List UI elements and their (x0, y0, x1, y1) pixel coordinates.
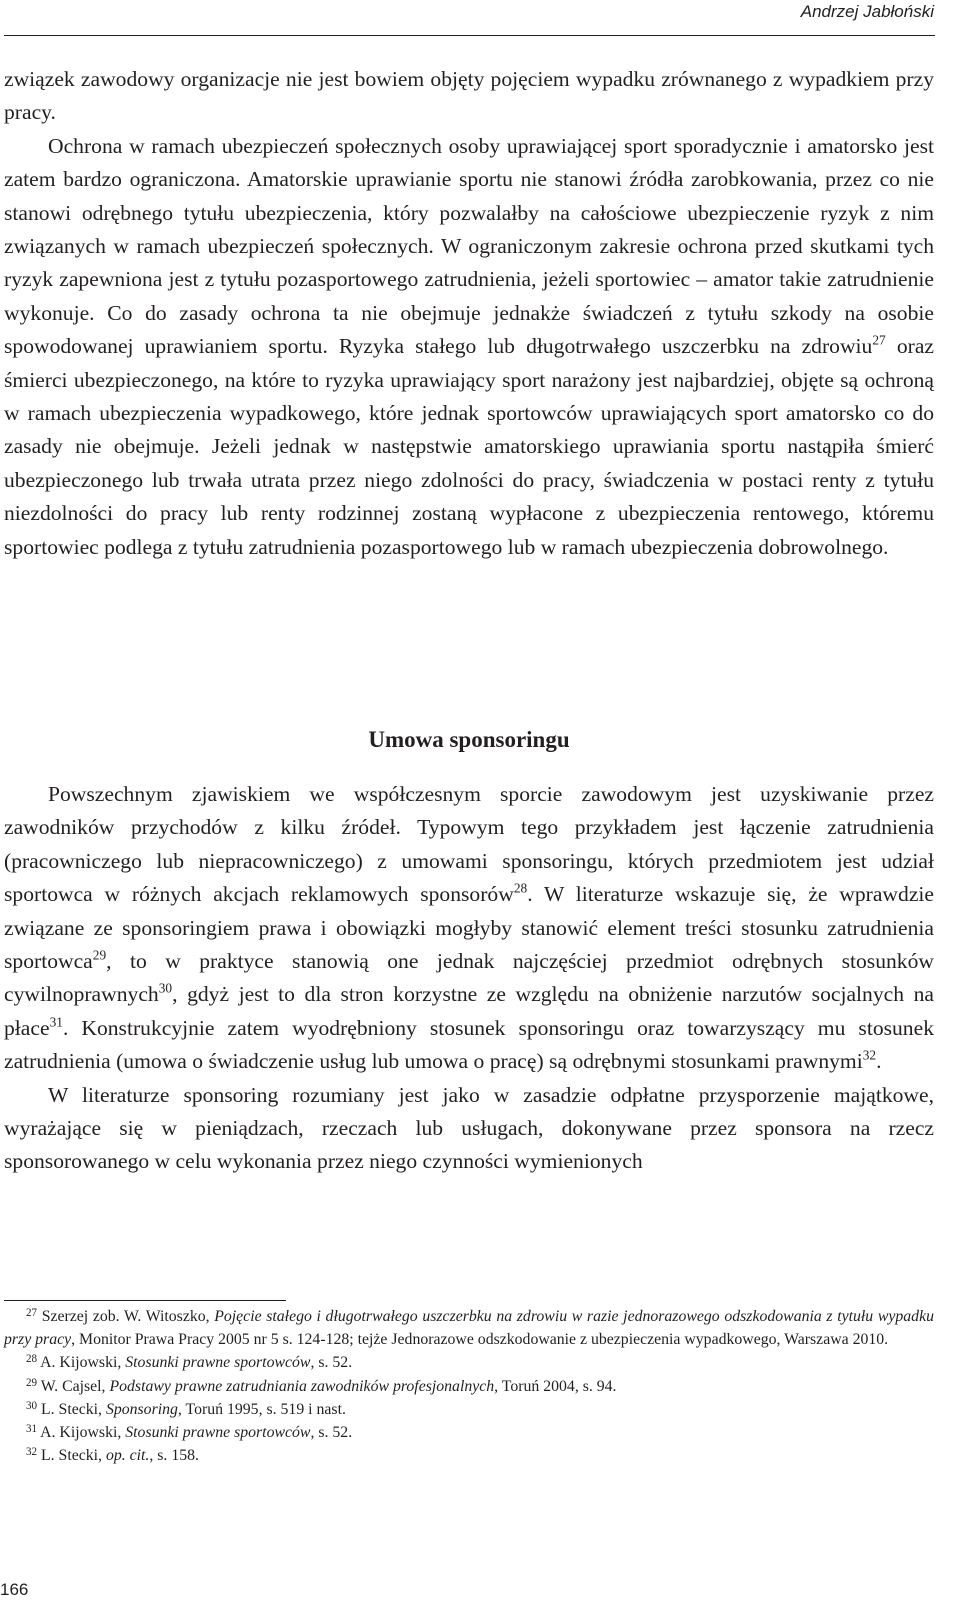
footnote-text: , s. 52. (310, 1354, 353, 1372)
section-heading: Umowa sponsoringu (368, 727, 570, 752)
running-head-author: Andrzej Jabłoński (800, 2, 934, 21)
footnote-number: 32 (26, 1446, 38, 1459)
footnote-text: A. Kijowski, (40, 1424, 126, 1442)
paragraph-sponsorship-definition: W literaturze sponsoring rozumiany jest jako w zasadzie odpłatne przysporzenie majątkowe, wyrażające się w pieniądzach, rzeczach lub usługach, dokonywane przez sponsora na rzecz sponsorowanego w celu wykonania przez niego czynności wymienionych (4, 1082, 934, 1174)
footnote-title: Sponsoring, (105, 1400, 182, 1418)
footnote-text: L. Stecki, (41, 1400, 106, 1418)
footnote-ref-32: 32 (862, 1047, 877, 1063)
footnote-text: Toruń 1995, s. 519 i nast. (181, 1400, 346, 1418)
footnotes (4, 1305, 934, 1467)
text-run: . Konstrukcyjnie zatem wyodrębniony stosunek sponsoringu oraz towarzyszący mu stosunek zatrudnienia (umowa o świadczenie usług lub umowa o pracę) są odrębnymi stosunkami prawnymi (4, 1015, 934, 1074)
paragraph-sponsorship-income (4, 778, 934, 1079)
footnote-title: op. cit. (105, 1447, 150, 1465)
footnote-ref-30: 30 (158, 981, 173, 997)
footnote-text: W. Cajsel, (40, 1377, 110, 1395)
footnote-32 (4, 1444, 934, 1467)
footnote-text: , Toruń 2004, s. 94. (494, 1377, 617, 1395)
paragraph-amateur-sport-insurance (4, 130, 934, 564)
footnote-ref-31: 31 (49, 1014, 63, 1030)
footnote-ref-27: 27 (872, 332, 886, 348)
footnote-number: 28 (26, 1353, 38, 1366)
footnote-30 (4, 1398, 934, 1421)
footnote-number: 29 (26, 1376, 38, 1389)
footnote-title: Pojęcie stałego i długotrwałego uszczerbku na zdrowiu w razie jednorazowego odszkodowania z tytułu wypadku przy pracy (4, 1308, 934, 1349)
footnote-28 (4, 1351, 934, 1374)
footnote-title: Stosunki prawne sportowców (125, 1354, 311, 1372)
footnote-title: Stosunki prawne sportowców (125, 1424, 311, 1442)
footnote-text: Szerzej zob. W. Witoszko, (41, 1308, 215, 1325)
footnote-29 (4, 1375, 934, 1398)
text-run: , to w praktyce stanowią one jednak najczęściej przedmiot odrębnych stosunków cywilnoprawnych (4, 949, 934, 1007)
text-run: oraz śmierci ubezpieczonego, na które to ryzyka uprawiający sport narażony jest najbardziej, objęte są ochroną w ramach ubezpieczenia wypadkowego, które jednak sportowców uprawiających sport amatorsko co do zasady nie obejmuje. Jeżeli jednak w następstwie amatorskiego uprawiania sportu nastąpiła śmierć ubezpieczonego lub trwała utrata przez niego zdolności do pracy, świadczenia w postaci renty z tytułu niezdolności do pracy lub renty rodzinnej zostaną wypłacone z ubezpieczenia rentowego, któremu sportowiec podlega z tytułu zatrudnienia pozasportowego lub w ramach ubezpieczenia dobrowolnego. (4, 334, 934, 559)
footnote-text: , s. 158. (149, 1447, 199, 1465)
footnote-27 (4, 1305, 934, 1351)
text-run: Powszechnym zjawiskiem we współczesnym sporcie zawodowym jest uzyskiwanie przez zawodników przychodów z kilku źródeł. Typowym tego przykładem jest łączenie zatrudnienia (pracowniczego lub niepracowniczego) z umowami sponsoringu, których przedmiotem jest udział sportowca w różnych akcjach reklamowych sponsorów (4, 782, 934, 907)
footnote-text: , Monitor Prawa Pracy 2005 nr 5 s. 124-128; tejże Jednorazowe odszkodowanie z ubezpieczenia wypadkowego, Warszawa 2010. (71, 1331, 889, 1349)
footnote-ref-28: 28 (513, 880, 528, 896)
footnote-separator (4, 1300, 286, 1301)
footnote-title: Podstawy prawne zatrudniania zawodników profesjonalnych (109, 1377, 495, 1395)
page-number: 166 (0, 1580, 29, 1599)
footnote-text: L. Stecki, (41, 1447, 106, 1465)
body-text-block-2 (4, 778, 934, 1179)
text-run: . W literaturze wskazuje się, że wprawdzie związane ze sponsoringiem prawa i obowiązki mogłyby stanowić element treści stosunku zatrudnienia sportowca (4, 882, 934, 974)
footnote-31 (4, 1421, 934, 1444)
header-rule (4, 35, 935, 36)
footnote-number: 31 (26, 1423, 38, 1436)
footnote-number: 30 (26, 1399, 38, 1412)
body-text-block-1 (4, 63, 934, 564)
text-run: . (876, 1049, 882, 1074)
paragraph-continuation: związek zawodowy organizacje nie jest bowiem objęty pojęciem wypadku zrównanego z wypadkiem przy pracy. (4, 67, 934, 125)
footnote-text: , s. 52. (310, 1424, 353, 1442)
footnote-text: A. Kijowski, (40, 1354, 126, 1372)
footnote-number: 27 (26, 1307, 38, 1320)
text-run: , gdyż jest to dla stron korzystne ze względu na obniżenie narzutów socjalnych na płace (4, 982, 934, 1040)
footnote-ref-29: 29 (92, 947, 107, 963)
text-run: Ochrona w ramach ubezpieczeń społecznych osoby uprawiającej sport sporadycznie i amatorsko jest zatem bardzo ograniczona. Amatorskie uprawianie sportu nie stanowi źródła zarobkowania, przez co nie stanowi odrębnego tytułu ubezpieczenia, który pozwalałby na całościowe ubezpieczenie ryzyk z nim związanych w ramach ubezpieczeń społecznych. W ograniczonym zakresie ochrona przed skutkami tych ryzyk zapewniona jest z tytułu pozasportowego zatrudnienia, jeżeli sportowiec – amator takie zatrudnienie wykonuje. Co do zasady ochrona ta nie obejmuje jednakże świadczeń z tytułu szkody na osobie spowodowanej uprawianiem sportu. Ryzyka stałego lub długotrwałego uszczerbku na zdrowiu (4, 133, 934, 359)
